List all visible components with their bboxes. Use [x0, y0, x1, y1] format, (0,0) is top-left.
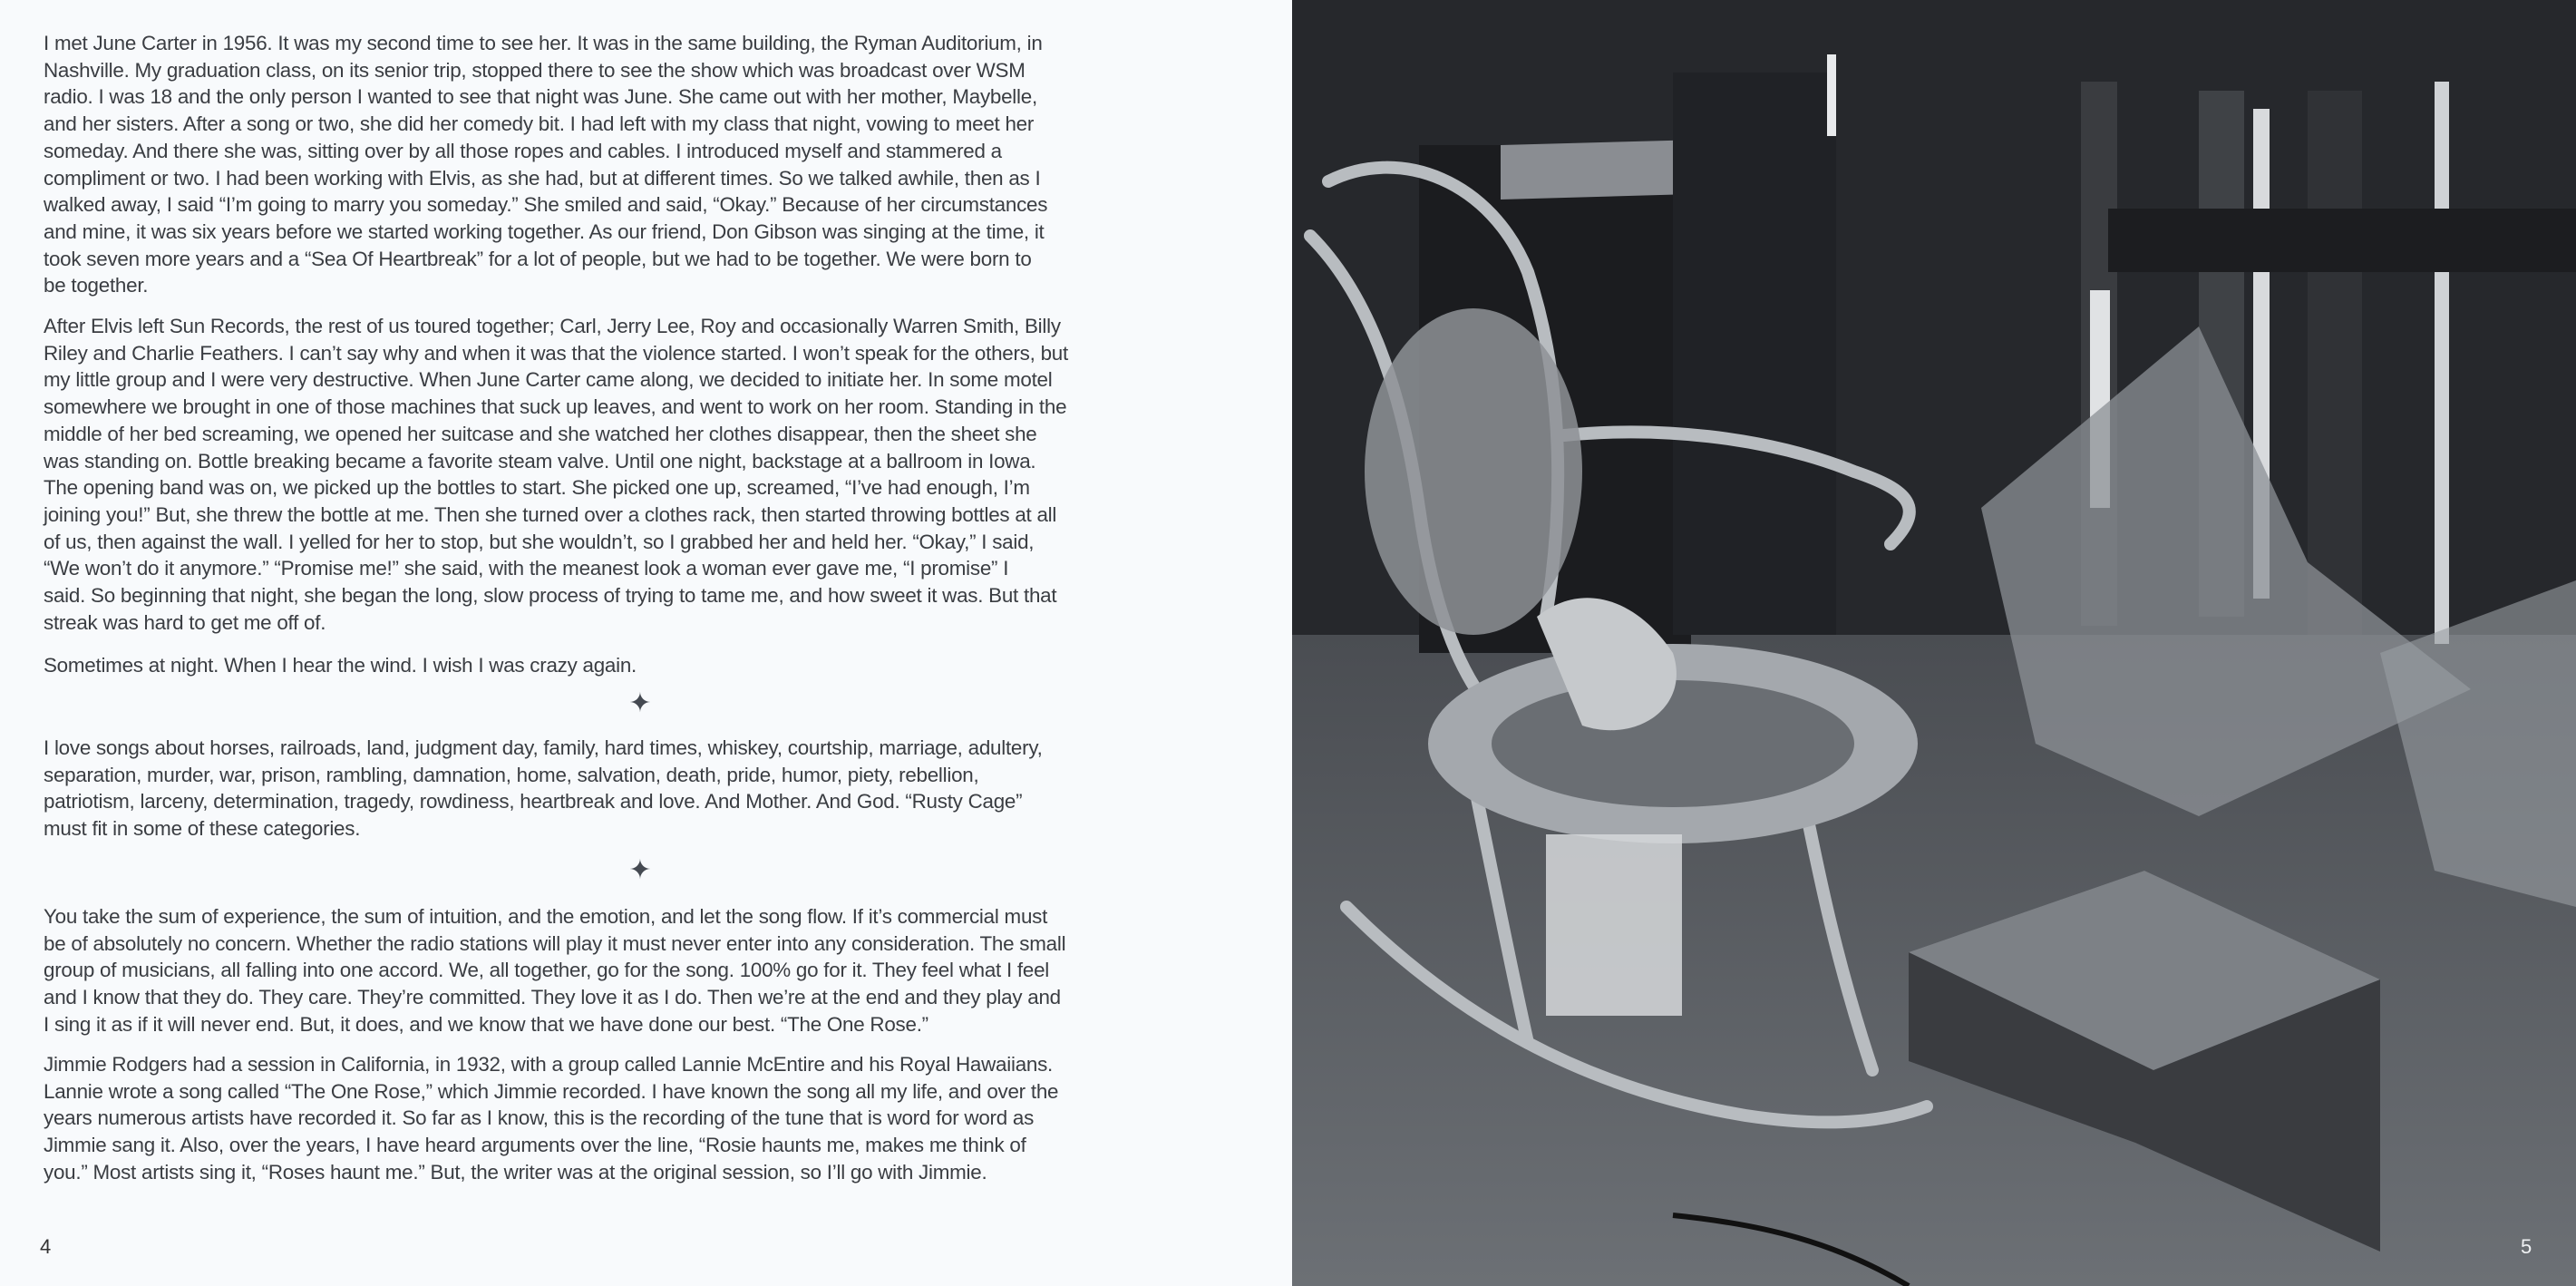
- text-line: Jimmie sang it. Also, over the years, I have heard arguments over the line, “Rosie haunts me, makes me think of: [44, 1134, 1026, 1157]
- text-line: I met June Carter in 1956. It was my second time to see her. It was in the same building, the Ryman Auditorium, in: [44, 32, 1043, 54]
- text-line: of us, then against the wall. I yelled for her to stop, but she wouldn’t, so I grabbed her and held her. “Okay,” I said,: [44, 530, 1035, 553]
- text-line: I sing it as if it will never end. But, it does, and we know that we have done our best. “The One Rose.”: [44, 1012, 928, 1036]
- text-line: my little group and I were very destructive. When June Carter came along, we decided to initiate her. In some motel: [44, 368, 1053, 392]
- text-line: and I know that they do. They care. They’re committed. They love it as I do. Then we’re at the end and they play and: [44, 986, 1061, 1009]
- paragraph-sun-records: [44, 313, 1068, 636]
- text-line: Riley and Charlie Feathers. I can’t say why and when it was that the violence started. I won’t speak for the others, but: [44, 341, 1068, 365]
- text-line: you.” Most artists sing it, “Roses haunt me.” But, the writer was at the original session, so I’ll go with Jimmie.: [44, 1160, 987, 1184]
- text-line: Lannie wrote a song called “The One Rose,” which Jimmie recorded. I have known the song all my life, and over the: [44, 1079, 1059, 1103]
- text-line: be together.: [44, 274, 149, 297]
- text-line: and her sisters. After a song or two, she did her comedy bit. I had left with my class that night, vowing to meet her: [44, 112, 1035, 136]
- text-line: and mine, it was six years before we started working together. As our friend, Don Gibson was singing at the time, it: [44, 219, 1045, 243]
- text-line: middle of her bed screaming, we opened her suitcase and she watched her clothes disappear, then the sheet she: [44, 422, 1037, 445]
- paragraph-one-rose: [44, 1051, 1058, 1186]
- text-line: Jimmie Rodgers had a session in California, in 1932, with a group called Lannie McEntire and his Royal Hawaiians.: [44, 1053, 1054, 1076]
- paragraph-crazy-again: [44, 652, 637, 679]
- photo-illustration: [1292, 0, 2576, 1286]
- text-line: group of musicians, all falling into one accord. We, all together, go for the song. 100% go for it. They feel what I feel: [44, 959, 1050, 982]
- paragraph-june-carter: [44, 30, 1047, 299]
- rocking-chair-photo: [1292, 0, 2576, 1286]
- text-line: Nashville. My graduation class, on its senior trip, stopped there to see the show which was broadcast over WSM: [44, 58, 1026, 82]
- text-line: patriotism, larceny, determination, tragedy, rowdiness, heartbreak and love. And Mother. And God. “Rusty Cage”: [44, 790, 1023, 813]
- text-line: The opening band was on, we picked up the bottles to start. She picked one up, screamed, “I’ve had enough, I’m: [44, 476, 1030, 500]
- text-line: joining you!” But, she threw the bottle at me. Then she turned over a clothes rack, then started throwing bottles at all: [44, 502, 1057, 526]
- paragraph-song-flow: [44, 903, 1065, 1038]
- page-number-right: 5: [2521, 1235, 2532, 1258]
- text-line: streak was hard to get me off of.: [44, 610, 326, 634]
- page-number-left: 4: [40, 1235, 52, 1258]
- text-line: must fit in some of these categories.: [44, 817, 361, 841]
- text-line: Sometimes at night. When I hear the wind. I wish I was crazy again.: [44, 654, 637, 677]
- text-line: took seven more years and a “Sea Of Heartbreak” for a lot of people, but we had to be together. We were born to: [44, 247, 1032, 270]
- text-line: You take the sum of experience, the sum of intuition, and the emotion, and let the song flow. If it’s commercial must: [44, 905, 1048, 928]
- text-line: said. So beginning that night, she began the long, slow process of trying to tame me, and how sweet it was. But that: [44, 584, 1057, 608]
- text-line: After Elvis left Sun Records, the rest of us toured together; Carl, Jerry Lee, Roy and occasionally Warren Smith, Billy: [44, 315, 1061, 337]
- text-line: separation, murder, war, prison, rambling, damnation, home, salvation, death, pride, humor, piety, rebellion,: [44, 763, 979, 786]
- text-line: I love songs about horses, railroads, land, judgment day, family, hard times, whiskey, courtship, marriage, adultery,: [44, 736, 1043, 759]
- text-line: somewhere we brought in one of those machines that suck up leaves, and went to work on her room. Standing in the: [44, 395, 1067, 419]
- text-line: was standing on. Bottle breaking became a favorite steam valve. Until one night, backstage at a ballroom in Iowa.: [44, 449, 1036, 473]
- text-line: “We won’t do it anymore.” “Promise me!” she said, with the meanest look a woman ever gave me, “I promise” I: [44, 557, 1009, 580]
- ornament-divider-icon: ✦: [628, 855, 652, 885]
- text-line: compliment or two. I had been working with Elvis, as she had, but at different times. So we talked awhile, then as I: [44, 166, 1041, 190]
- text-line: someday. And there she was, sitting over by all those ropes and cables. I introduced myself and stammered a: [44, 139, 1002, 162]
- paragraph-love-songs: [44, 735, 1043, 843]
- ornament-divider-icon: ✦: [628, 688, 652, 718]
- text-line: walked away, I said “I’m going to marry you someday.” She smiled and said, “Okay.” Because of her circumstances: [44, 193, 1048, 217]
- text-line: years numerous artists have recorded it. So far as I know, this is the recording of the tune that is word for word as: [44, 1106, 1035, 1130]
- text-line: be of absolutely no concern. Whether the radio stations will play it must never enter into any consideration. The small: [44, 931, 1066, 955]
- text-line: radio. I was 18 and the only person I wanted to see that night was June. She came out with her mother, Maybelle,: [44, 85, 1037, 109]
